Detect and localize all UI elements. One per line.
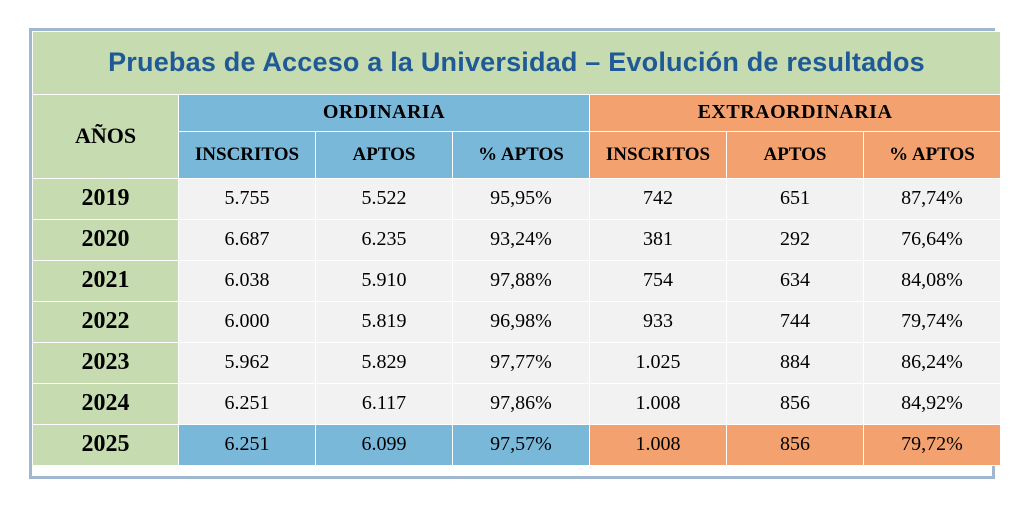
row-year: 2024 [33, 383, 179, 424]
cell-ordinaria-pct-aptos: 95,95% [453, 178, 590, 219]
cell-extraordinaria-pct-aptos: 76,64% [864, 219, 1001, 260]
cell-ordinaria-inscritos: 6.038 [179, 260, 316, 301]
cell-extraordinaria-inscritos: 742 [590, 178, 727, 219]
cell-ordinaria-inscritos: 6.251 [179, 424, 316, 465]
cell-ordinaria-pct-aptos: 93,24% [453, 219, 590, 260]
group-header-ordinaria: ORDINARIA [179, 94, 590, 131]
cell-extraordinaria-inscritos: 1.008 [590, 424, 727, 465]
column-header-ordinaria-inscritos: INSCRITOS [179, 131, 316, 178]
cell-ordinaria-aptos: 5.522 [316, 178, 453, 219]
cell-extraordinaria-inscritos: 933 [590, 301, 727, 342]
cell-extraordinaria-aptos: 884 [727, 342, 864, 383]
cell-ordinaria-aptos: 5.829 [316, 342, 453, 383]
table-title-row [33, 31, 1001, 94]
row-year: 2019 [33, 178, 179, 219]
cell-extraordinaria-pct-aptos: 79,74% [864, 301, 1001, 342]
cell-ordinaria-pct-aptos: 97,86% [453, 383, 590, 424]
cell-extraordinaria-aptos: 651 [727, 178, 864, 219]
cell-ordinaria-aptos: 6.099 [316, 424, 453, 465]
table-row [33, 424, 1001, 465]
cell-extraordinaria-pct-aptos: 84,92% [864, 383, 1001, 424]
column-header-extraordinaria-aptos: APTOS [727, 131, 864, 178]
table-row [33, 260, 1001, 301]
cell-ordinaria-pct-aptos: 97,88% [453, 260, 590, 301]
row-year: 2023 [33, 342, 179, 383]
cell-extraordinaria-pct-aptos: 86,24% [864, 342, 1001, 383]
cell-ordinaria-inscritos: 6.000 [179, 301, 316, 342]
column-header-extraordinaria-pct-aptos: % APTOS [864, 131, 1001, 178]
cell-ordinaria-aptos: 5.819 [316, 301, 453, 342]
cell-ordinaria-pct-aptos: 97,57% [453, 424, 590, 465]
cell-extraordinaria-aptos: 292 [727, 219, 864, 260]
cell-ordinaria-inscritos: 5.962 [179, 342, 316, 383]
table-bottom-strip [32, 466, 992, 476]
cell-extraordinaria-aptos: 856 [727, 383, 864, 424]
cell-ordinaria-aptos: 6.117 [316, 383, 453, 424]
cell-extraordinaria-inscritos: 381 [590, 219, 727, 260]
table-row [33, 301, 1001, 342]
page-title: Pruebas de Acceso a la Universidad – Evolución de resultados [33, 31, 1001, 94]
table-row [33, 219, 1001, 260]
table-row [33, 342, 1001, 383]
cell-ordinaria-pct-aptos: 96,98% [453, 301, 590, 342]
cell-extraordinaria-pct-aptos: 84,08% [864, 260, 1001, 301]
cell-ordinaria-aptos: 6.235 [316, 219, 453, 260]
cell-ordinaria-inscritos: 6.251 [179, 383, 316, 424]
cell-extraordinaria-pct-aptos: 79,72% [864, 424, 1001, 465]
cell-ordinaria-inscritos: 6.687 [179, 219, 316, 260]
results-table [32, 31, 1001, 466]
cell-extraordinaria-inscritos: 1.008 [590, 383, 727, 424]
column-header-extraordinaria-inscritos: INSCRITOS [590, 131, 727, 178]
table-group-header-row [33, 94, 1001, 131]
cell-ordinaria-inscritos: 5.755 [179, 178, 316, 219]
results-table-container [29, 28, 995, 479]
column-header-ordinaria-aptos: APTOS [316, 131, 453, 178]
cell-ordinaria-pct-aptos: 97,77% [453, 342, 590, 383]
table-subheader-row [33, 131, 1001, 178]
cell-extraordinaria-pct-aptos: 87,74% [864, 178, 1001, 219]
cell-extraordinaria-aptos: 744 [727, 301, 864, 342]
row-year: 2022 [33, 301, 179, 342]
cell-extraordinaria-aptos: 856 [727, 424, 864, 465]
cell-ordinaria-aptos: 5.910 [316, 260, 453, 301]
row-year: 2021 [33, 260, 179, 301]
years-column-header: AÑOS [33, 94, 179, 178]
row-year: 2025 [33, 424, 179, 465]
cell-extraordinaria-aptos: 634 [727, 260, 864, 301]
group-header-extraordinaria: EXTRAORDINARIA [590, 94, 1001, 131]
cell-extraordinaria-inscritos: 1.025 [590, 342, 727, 383]
row-year: 2020 [33, 219, 179, 260]
table-row [33, 178, 1001, 219]
column-header-ordinaria-pct-aptos: % APTOS [453, 131, 590, 178]
cell-extraordinaria-inscritos: 754 [590, 260, 727, 301]
table-row [33, 383, 1001, 424]
